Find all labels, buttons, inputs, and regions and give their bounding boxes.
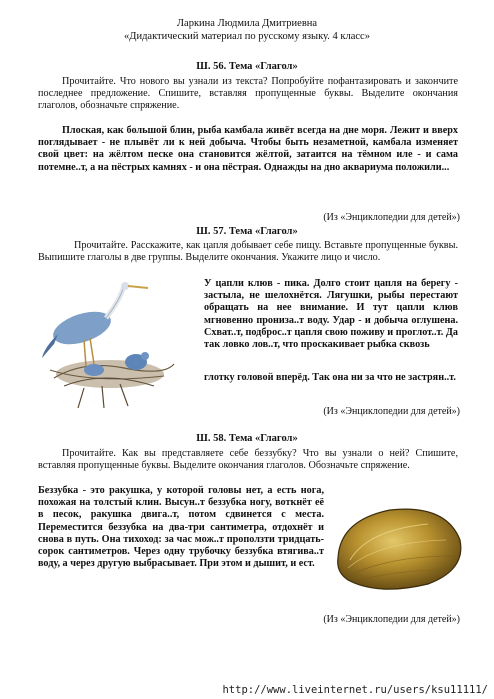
section-58-instruction: Прочитайте. Как вы представляете себе беззубку? Что вы узнали о ней? Спишите, вставляя пропущенные буквы. Выделите окончания глаголов. Обозначьте спряжение. [38,448,458,472]
mussel-shell-illustration-icon [328,500,468,600]
section-57-text: У цапли клюв - пика. Долго стоит цапля на берегу - застыла, не шелохнётся. Лягушки, рыбы перестают обращать на нее внимание. И тут цапли клюв мгновенно прониза..т воду. Удар - и добыча оглушена. Схват..т, подброс..т цапля свою поживу и проглот..т. Да так ловко лов..т, что проскакивает рыбка сквозь [204,278,458,351]
section-57-instruction: Прочитайте. Расскажите, как цапля добывает себе пищу. Вставьте пропущенные буквы. Выпишите глаголы в две группы. Выделите окончания. Укажите лицо и число. [38,240,458,264]
section-56-source: (Из «Энциклопедии для детей») [323,212,460,223]
section-58-text: Беззубка - это ракушка, у которой головы нет, а есть нога, похожая на толстый клин. Высун..т беззубка ногу, воткнёт её в песок, ракушка двига..т, потом сдвинется с места. Переместится беззубка на два-три сантиметра, отдохнёт и снова в путь. Она тихоход: за час мож..т проползти тридцать-сорок сантиметров. Через одну трубочку беззубка втягива..т воду, а через другую выбрасывает. При этом и дышит, и ест. [38,485,324,570]
section-58-source: (Из «Энциклопедии для детей») [323,614,460,625]
section-title-56: Ш. 56. Тема «Глагол» [196,61,298,72]
section-56-text: Плоская, как большой блин, рыба камбала живёт всегда на дне моря. Лежит и вверх поглядывает - не плывёт ли к ней добыча. Чтобы быть незаметной, камбала изменяет свой цвет: на жёлтом песке она становится жёлтой, затаится на тёмном иле - и сама потемне..т, а на пёстрых камнях - и она пёстрая. Однажды на дно аквариума положили... [38,125,458,173]
heron-illustration-icon [24,278,176,410]
author-line: Ларкина Людмила Дмитриевна [176,18,318,29]
section-title-58: Ш. 58. Тема «Глагол» [196,433,298,444]
section-57-text-tail: глотку головой вперёд. Так она ни за что не застрян..т. [204,372,456,383]
source-url-watermark: http://www.liveinternet.ru/users/ksu11111/ [222,684,488,696]
section-57-source: (Из «Энциклопедии для детей») [323,406,460,417]
document-subtitle: «Дидактический материал по русскому языку. 4 класс» [124,31,370,42]
section-title-57: Ш. 57. Тема «Глагол» [196,226,298,237]
section-56-instruction: Прочитайте. Что нового вы узнали из текста? Попробуйте пофантазировать и закончите последнее предложение. Спишите, вставляя пропущенные буквы. Выделите окончания глаголов, обозначьте спряжение. [38,76,458,112]
